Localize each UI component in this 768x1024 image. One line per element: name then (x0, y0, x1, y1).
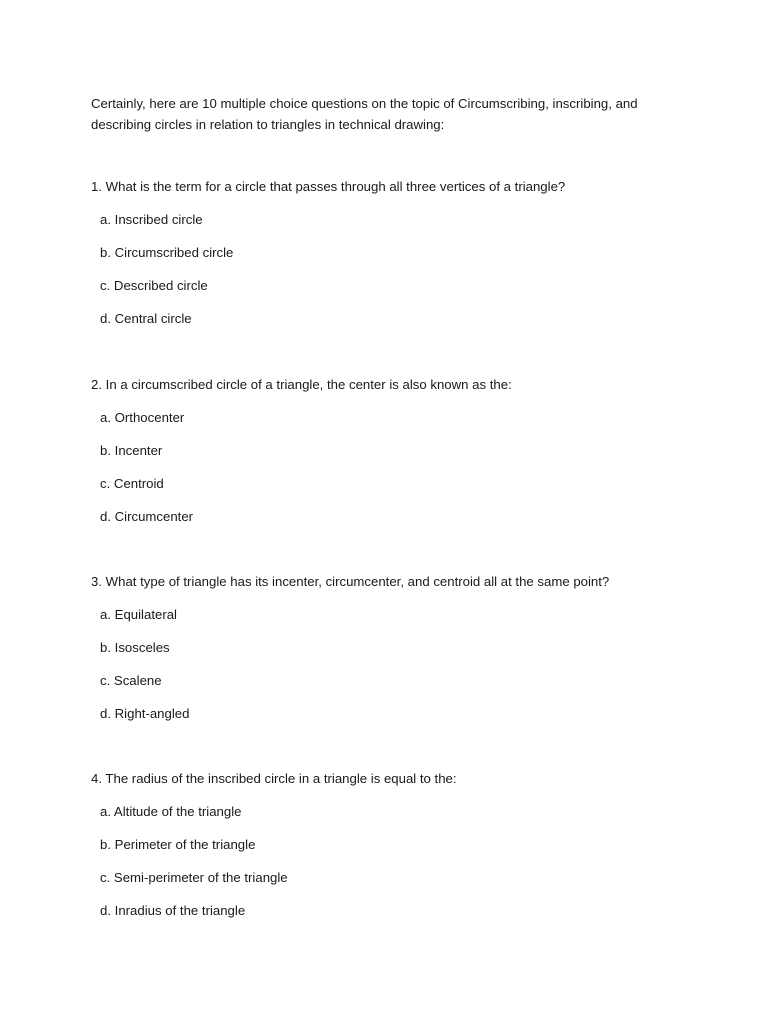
question-3-option-a: a. Equilateral (100, 607, 177, 622)
question-4-option-a: a. Altitude of the triangle (100, 804, 242, 819)
question-1-option-a: a. Inscribed circle (100, 212, 203, 227)
intro-paragraph: Certainly, here are 10 multiple choice questions on the topic of Circumscribing, inscribing, and describing circles in relation to triangles in technical drawing: (91, 96, 638, 132)
question-4-option-c: c. Semi-perimeter of the triangle (100, 870, 288, 885)
question-2-option-d: d. Circumcenter (100, 509, 194, 524)
question-2-option-a: a. Orthocenter (100, 410, 185, 425)
question-2-option-c: c. Centroid (100, 476, 164, 491)
question-3-option-d: d. Right-angled (100, 706, 190, 721)
question-1-option-d: d. Central circle (100, 311, 192, 326)
question-2-option-b: b. Incenter (100, 443, 163, 458)
question-4-option-d: d. Inradius of the triangle (100, 903, 246, 918)
question-2: 2. In a circumscribed circle of a triangle, the center is also known as the: (91, 377, 512, 392)
question-1: 1. What is the term for a circle that passes through all three vertices of a triangle? (91, 179, 566, 194)
question-3: 3. What type of triangle has its incenter, circumcenter, and centroid all at the same point? (91, 574, 610, 589)
question-1-option-c: c. Described circle (100, 278, 208, 293)
question-3-option-b: b. Isosceles (100, 640, 170, 655)
question-3-option-c: c. Scalene (100, 673, 162, 688)
question-1-option-b: b. Circumscribed circle (100, 245, 234, 260)
question-4: 4. The radius of the inscribed circle in a triangle is equal to the: (91, 771, 457, 786)
question-4-option-b: b. Perimeter of the triangle (100, 837, 256, 852)
